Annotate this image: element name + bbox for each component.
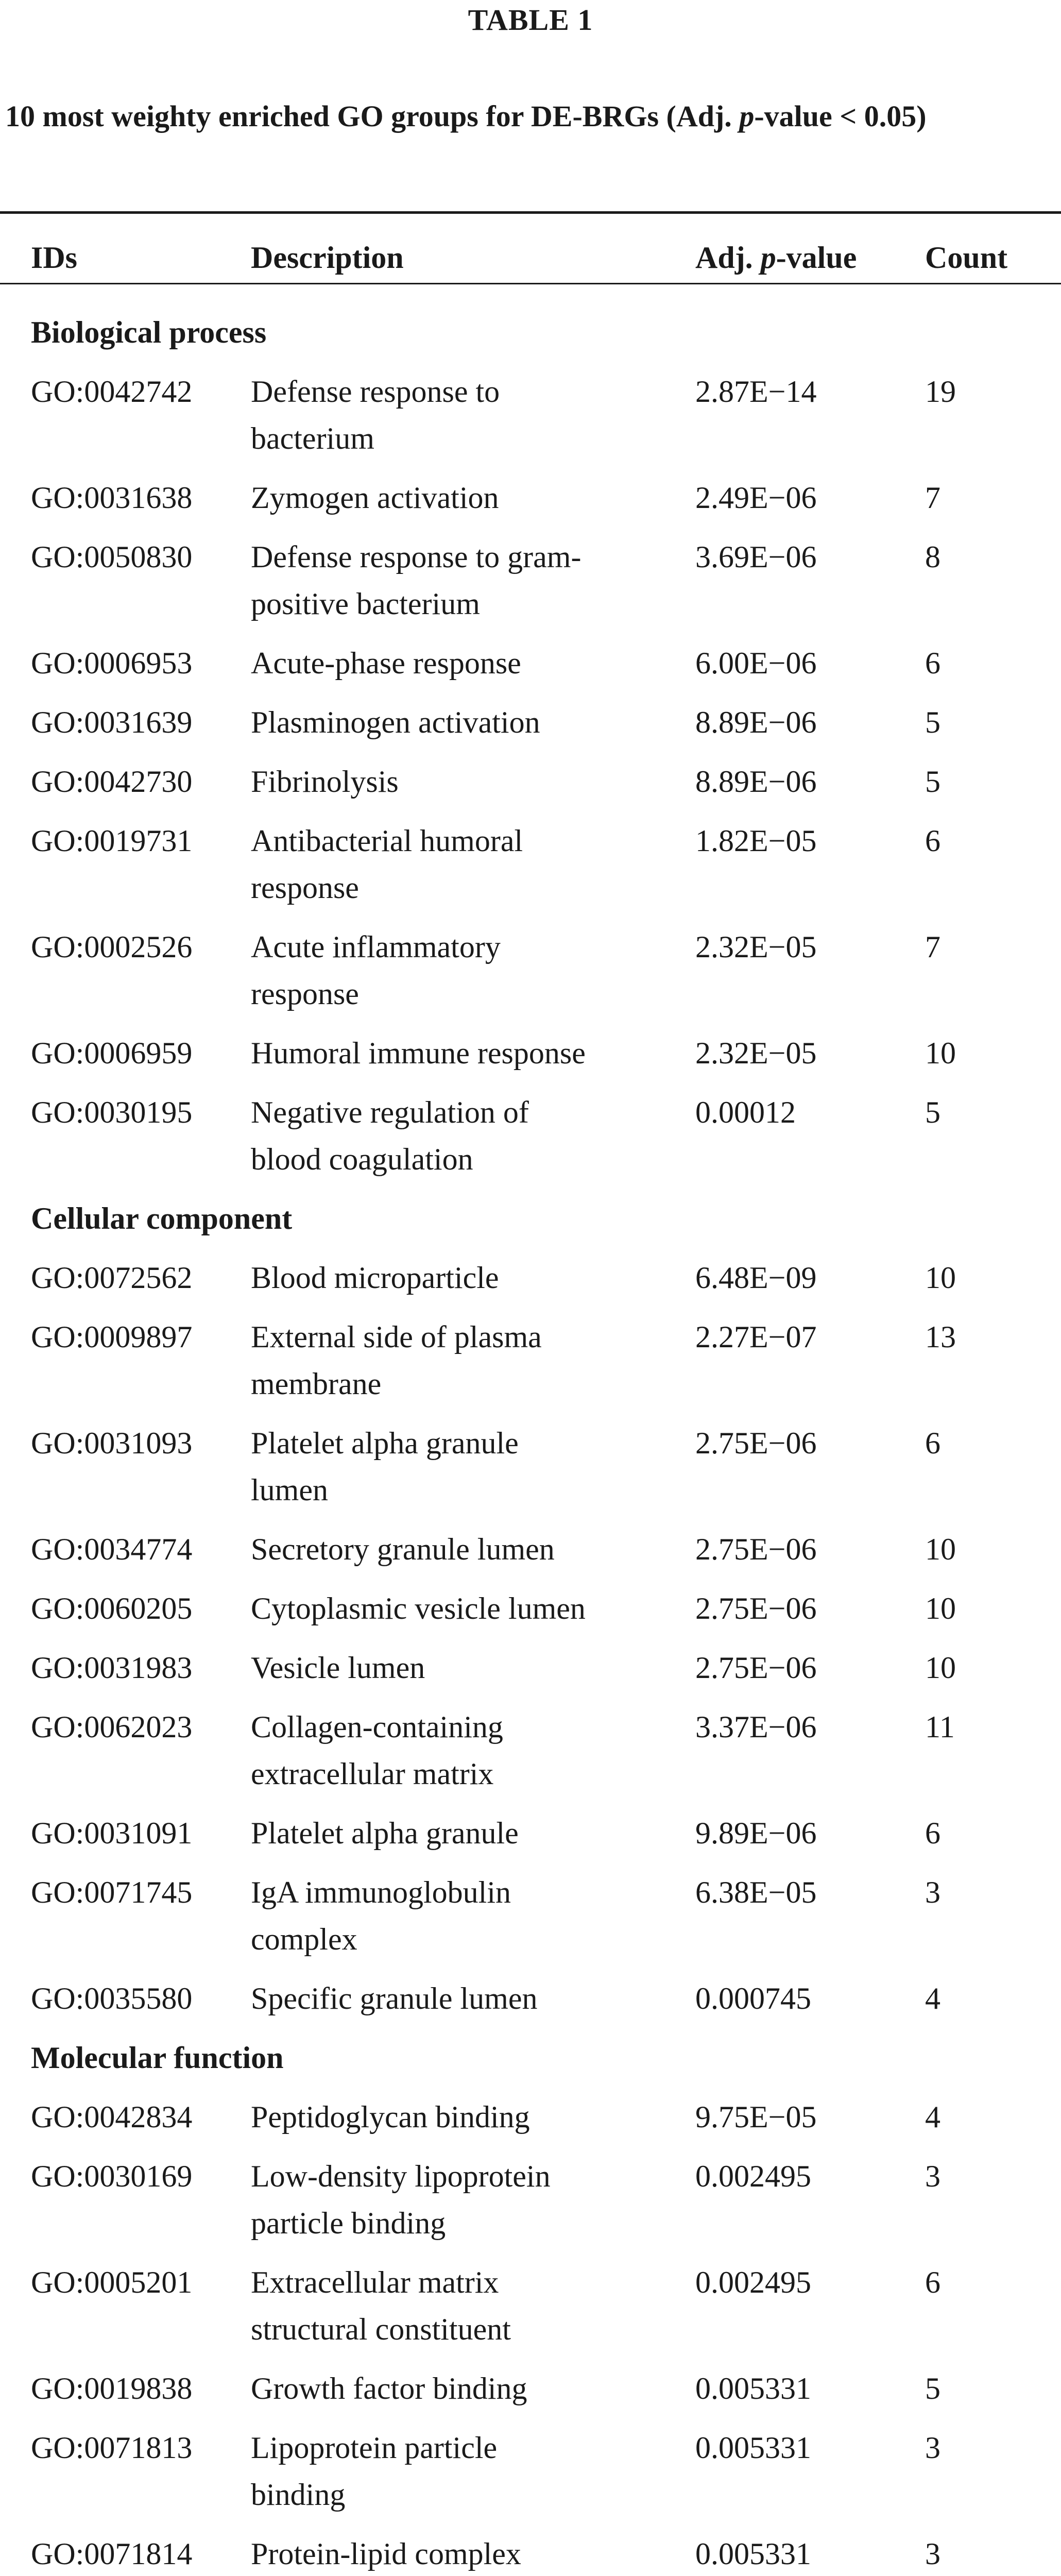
row-description: Defense response to gram- bbox=[251, 540, 581, 574]
row-adj-p-value: 3.37E−06 bbox=[695, 1710, 817, 1744]
row-go-id: GO:0005201 bbox=[31, 2265, 193, 2299]
row-go-id: GO:0031091 bbox=[31, 1816, 193, 1850]
row-description: Zymogen activation bbox=[251, 481, 499, 515]
row-description: positive bacterium bbox=[251, 587, 480, 621]
row-adj-p-value: 0.00012 bbox=[695, 1095, 796, 1129]
row-adj-p-value: 8.89E−06 bbox=[695, 705, 817, 739]
row-count: 10 bbox=[925, 1532, 956, 1566]
row-go-id: GO:0035580 bbox=[31, 1981, 193, 2015]
row-go-id: GO:0009897 bbox=[31, 1320, 193, 1354]
row-description: IgA immunoglobulin bbox=[251, 1875, 511, 1909]
row-go-id: GO:0006959 bbox=[31, 1036, 193, 1070]
row-description: complex bbox=[251, 1922, 357, 1956]
row-go-id: GO:0062023 bbox=[31, 1710, 193, 1744]
row-adj-p-value: 0.005331 bbox=[695, 2537, 811, 2571]
row-description: Fibrinolysis bbox=[251, 765, 399, 799]
row-count: 4 bbox=[925, 1981, 940, 2015]
row-description: response bbox=[251, 871, 359, 905]
row-adj-p-value: 2.27E−07 bbox=[695, 1320, 817, 1354]
row-adj-p-value: 2.75E−06 bbox=[695, 1591, 817, 1625]
row-adj-p-value: 2.87E−14 bbox=[695, 375, 817, 409]
row-go-id: GO:0031638 bbox=[31, 481, 193, 515]
row-count: 10 bbox=[925, 1651, 956, 1685]
row-count: 11 bbox=[925, 1710, 955, 1744]
row-count: 19 bbox=[925, 375, 956, 409]
row-adj-p-value: 2.32E−05 bbox=[695, 1036, 817, 1070]
row-count: 4 bbox=[925, 2100, 940, 2134]
row-adj-p-value: 0.000745 bbox=[695, 1981, 811, 2015]
row-description: Peptidoglycan binding bbox=[251, 2100, 530, 2134]
section-title: Cellular component bbox=[31, 1201, 293, 1235]
row-count: 5 bbox=[925, 765, 940, 799]
row-adj-p-value: 0.002495 bbox=[695, 2265, 811, 2299]
table-caption bbox=[5, 94, 1056, 139]
row-go-id: GO:0002526 bbox=[31, 930, 193, 964]
row-description: Specific granule lumen bbox=[251, 1981, 538, 2015]
row-adj-p-value: 0.005331 bbox=[695, 2371, 811, 2405]
row-description: Plasminogen activation bbox=[251, 705, 540, 739]
table-number: TABLE 1 bbox=[468, 3, 593, 37]
row-adj-p-value: 3.69E−06 bbox=[695, 540, 817, 574]
row-count: 10 bbox=[925, 1591, 956, 1625]
row-adj-p-value: 2.75E−06 bbox=[695, 1651, 817, 1685]
row-description: Platelet alpha granule bbox=[251, 1426, 519, 1460]
row-count: 6 bbox=[925, 824, 940, 858]
row-description: Secretory granule lumen bbox=[251, 1532, 555, 1566]
row-description: Negative regulation of bbox=[251, 1095, 529, 1129]
row-go-id: GO:0031639 bbox=[31, 705, 193, 739]
row-count: 5 bbox=[925, 1095, 940, 1129]
row-go-id: GO:0006953 bbox=[31, 646, 193, 680]
row-adj-p-value: 0.002495 bbox=[695, 2159, 811, 2193]
row-description: Vesicle lumen bbox=[251, 1651, 425, 1685]
row-description: bacterium bbox=[251, 421, 374, 455]
row-go-id: GO:0071814 bbox=[31, 2537, 193, 2571]
row-count: 3 bbox=[925, 2431, 940, 2465]
row-adj-p-value: 9.89E−06 bbox=[695, 1816, 817, 1850]
header-adj-prefix: Adj. bbox=[695, 241, 761, 275]
row-count: 7 bbox=[925, 481, 940, 515]
row-adj-p-value: 2.75E−06 bbox=[695, 1532, 817, 1566]
row-adj-p-value: 2.32E−05 bbox=[695, 930, 817, 964]
row-count: 6 bbox=[925, 2265, 940, 2299]
header-description: Description bbox=[251, 241, 404, 275]
row-count: 3 bbox=[925, 2159, 940, 2193]
row-go-id: GO:0071813 bbox=[31, 2431, 193, 2465]
row-adj-p-value: 0.005331 bbox=[695, 2431, 811, 2465]
row-count: 8 bbox=[925, 540, 940, 574]
row-go-id: GO:0071745 bbox=[31, 1875, 193, 1909]
row-description: extracellular matrix bbox=[251, 1757, 494, 1791]
row-description: structural constituent bbox=[251, 2312, 511, 2346]
row-description: membrane bbox=[251, 1367, 382, 1401]
row-count: 10 bbox=[925, 1261, 956, 1295]
row-description: Humoral immune response bbox=[251, 1036, 586, 1070]
header-adj-italic: p bbox=[760, 241, 776, 275]
row-description: Growth factor binding bbox=[251, 2371, 527, 2405]
row-count: 5 bbox=[925, 705, 940, 739]
row-go-id: GO:0034774 bbox=[31, 1532, 193, 1566]
row-adj-p-value: 1.82E−05 bbox=[695, 824, 817, 858]
caption-prefix: 10 most weighty enriched GO groups for DE-BRGs (Adj. bbox=[5, 99, 740, 133]
header-count: Count bbox=[925, 241, 1008, 275]
section-title: Biological process bbox=[31, 315, 267, 349]
caption-italic: p bbox=[739, 99, 755, 133]
row-description: Protein-lipid complex bbox=[251, 2537, 521, 2571]
row-description: Acute inflammatory bbox=[251, 930, 501, 964]
row-go-id: GO:0030169 bbox=[31, 2159, 193, 2193]
row-description: binding bbox=[251, 2478, 346, 2512]
row-count: 7 bbox=[925, 930, 940, 964]
table-header-rule bbox=[0, 283, 1061, 284]
header-adj-p-value bbox=[695, 240, 857, 276]
row-description: lumen bbox=[251, 1473, 328, 1507]
row-go-id: GO:0031093 bbox=[31, 1426, 193, 1460]
row-adj-p-value: 9.75E−05 bbox=[695, 2100, 817, 2134]
row-description: blood coagulation bbox=[251, 1142, 473, 1176]
row-count: 3 bbox=[925, 1875, 940, 1909]
row-description: Platelet alpha granule bbox=[251, 1816, 519, 1850]
row-count: 3 bbox=[925, 2537, 940, 2571]
row-adj-p-value: 6.48E−09 bbox=[695, 1261, 817, 1295]
row-description: Extracellular matrix bbox=[251, 2265, 499, 2299]
row-count: 6 bbox=[925, 1816, 940, 1850]
row-count: 5 bbox=[925, 2371, 940, 2405]
row-description: particle binding bbox=[251, 2206, 446, 2240]
row-adj-p-value: 2.49E−06 bbox=[695, 481, 817, 515]
row-go-id: GO:0072562 bbox=[31, 1261, 193, 1295]
row-go-id: GO:0019838 bbox=[31, 2371, 193, 2405]
row-description: Collagen-containing bbox=[251, 1710, 503, 1744]
row-go-id: GO:0042834 bbox=[31, 2100, 193, 2134]
header-adj-suffix: -value bbox=[776, 241, 857, 275]
row-adj-p-value: 2.75E−06 bbox=[695, 1426, 817, 1460]
row-description: Defense response to bbox=[251, 375, 500, 409]
header-ids: IDs bbox=[31, 241, 78, 275]
row-go-id: GO:0060205 bbox=[31, 1591, 193, 1625]
row-adj-p-value: 6.00E−06 bbox=[695, 646, 817, 680]
row-adj-p-value: 8.89E−06 bbox=[695, 765, 817, 799]
row-description: Acute-phase response bbox=[251, 646, 521, 680]
row-count: 10 bbox=[925, 1036, 956, 1070]
row-count: 13 bbox=[925, 1320, 956, 1354]
row-go-id: GO:0030195 bbox=[31, 1095, 193, 1129]
row-go-id: GO:0050830 bbox=[31, 540, 193, 574]
row-description: Low-density lipoprotein bbox=[251, 2159, 551, 2193]
row-count: 6 bbox=[925, 1426, 940, 1460]
row-go-id: GO:0031983 bbox=[31, 1651, 193, 1685]
row-count: 6 bbox=[925, 646, 940, 680]
table-top-rule bbox=[0, 211, 1061, 214]
row-adj-p-value: 6.38E−05 bbox=[695, 1875, 817, 1909]
row-description: Lipoprotein particle bbox=[251, 2431, 498, 2465]
row-description: Antibacterial humoral bbox=[251, 824, 523, 858]
row-go-id: GO:0042742 bbox=[31, 375, 193, 409]
row-go-id: GO:0019731 bbox=[31, 824, 193, 858]
row-description: Blood microparticle bbox=[251, 1261, 499, 1295]
row-description: response bbox=[251, 977, 359, 1011]
caption-suffix: -value < 0.05) bbox=[754, 99, 927, 133]
row-description: Cytoplasmic vesicle lumen bbox=[251, 1591, 586, 1625]
row-description: External side of plasma bbox=[251, 1320, 542, 1354]
section-title: Molecular function bbox=[31, 2041, 284, 2075]
row-go-id: GO:0042730 bbox=[31, 765, 193, 799]
